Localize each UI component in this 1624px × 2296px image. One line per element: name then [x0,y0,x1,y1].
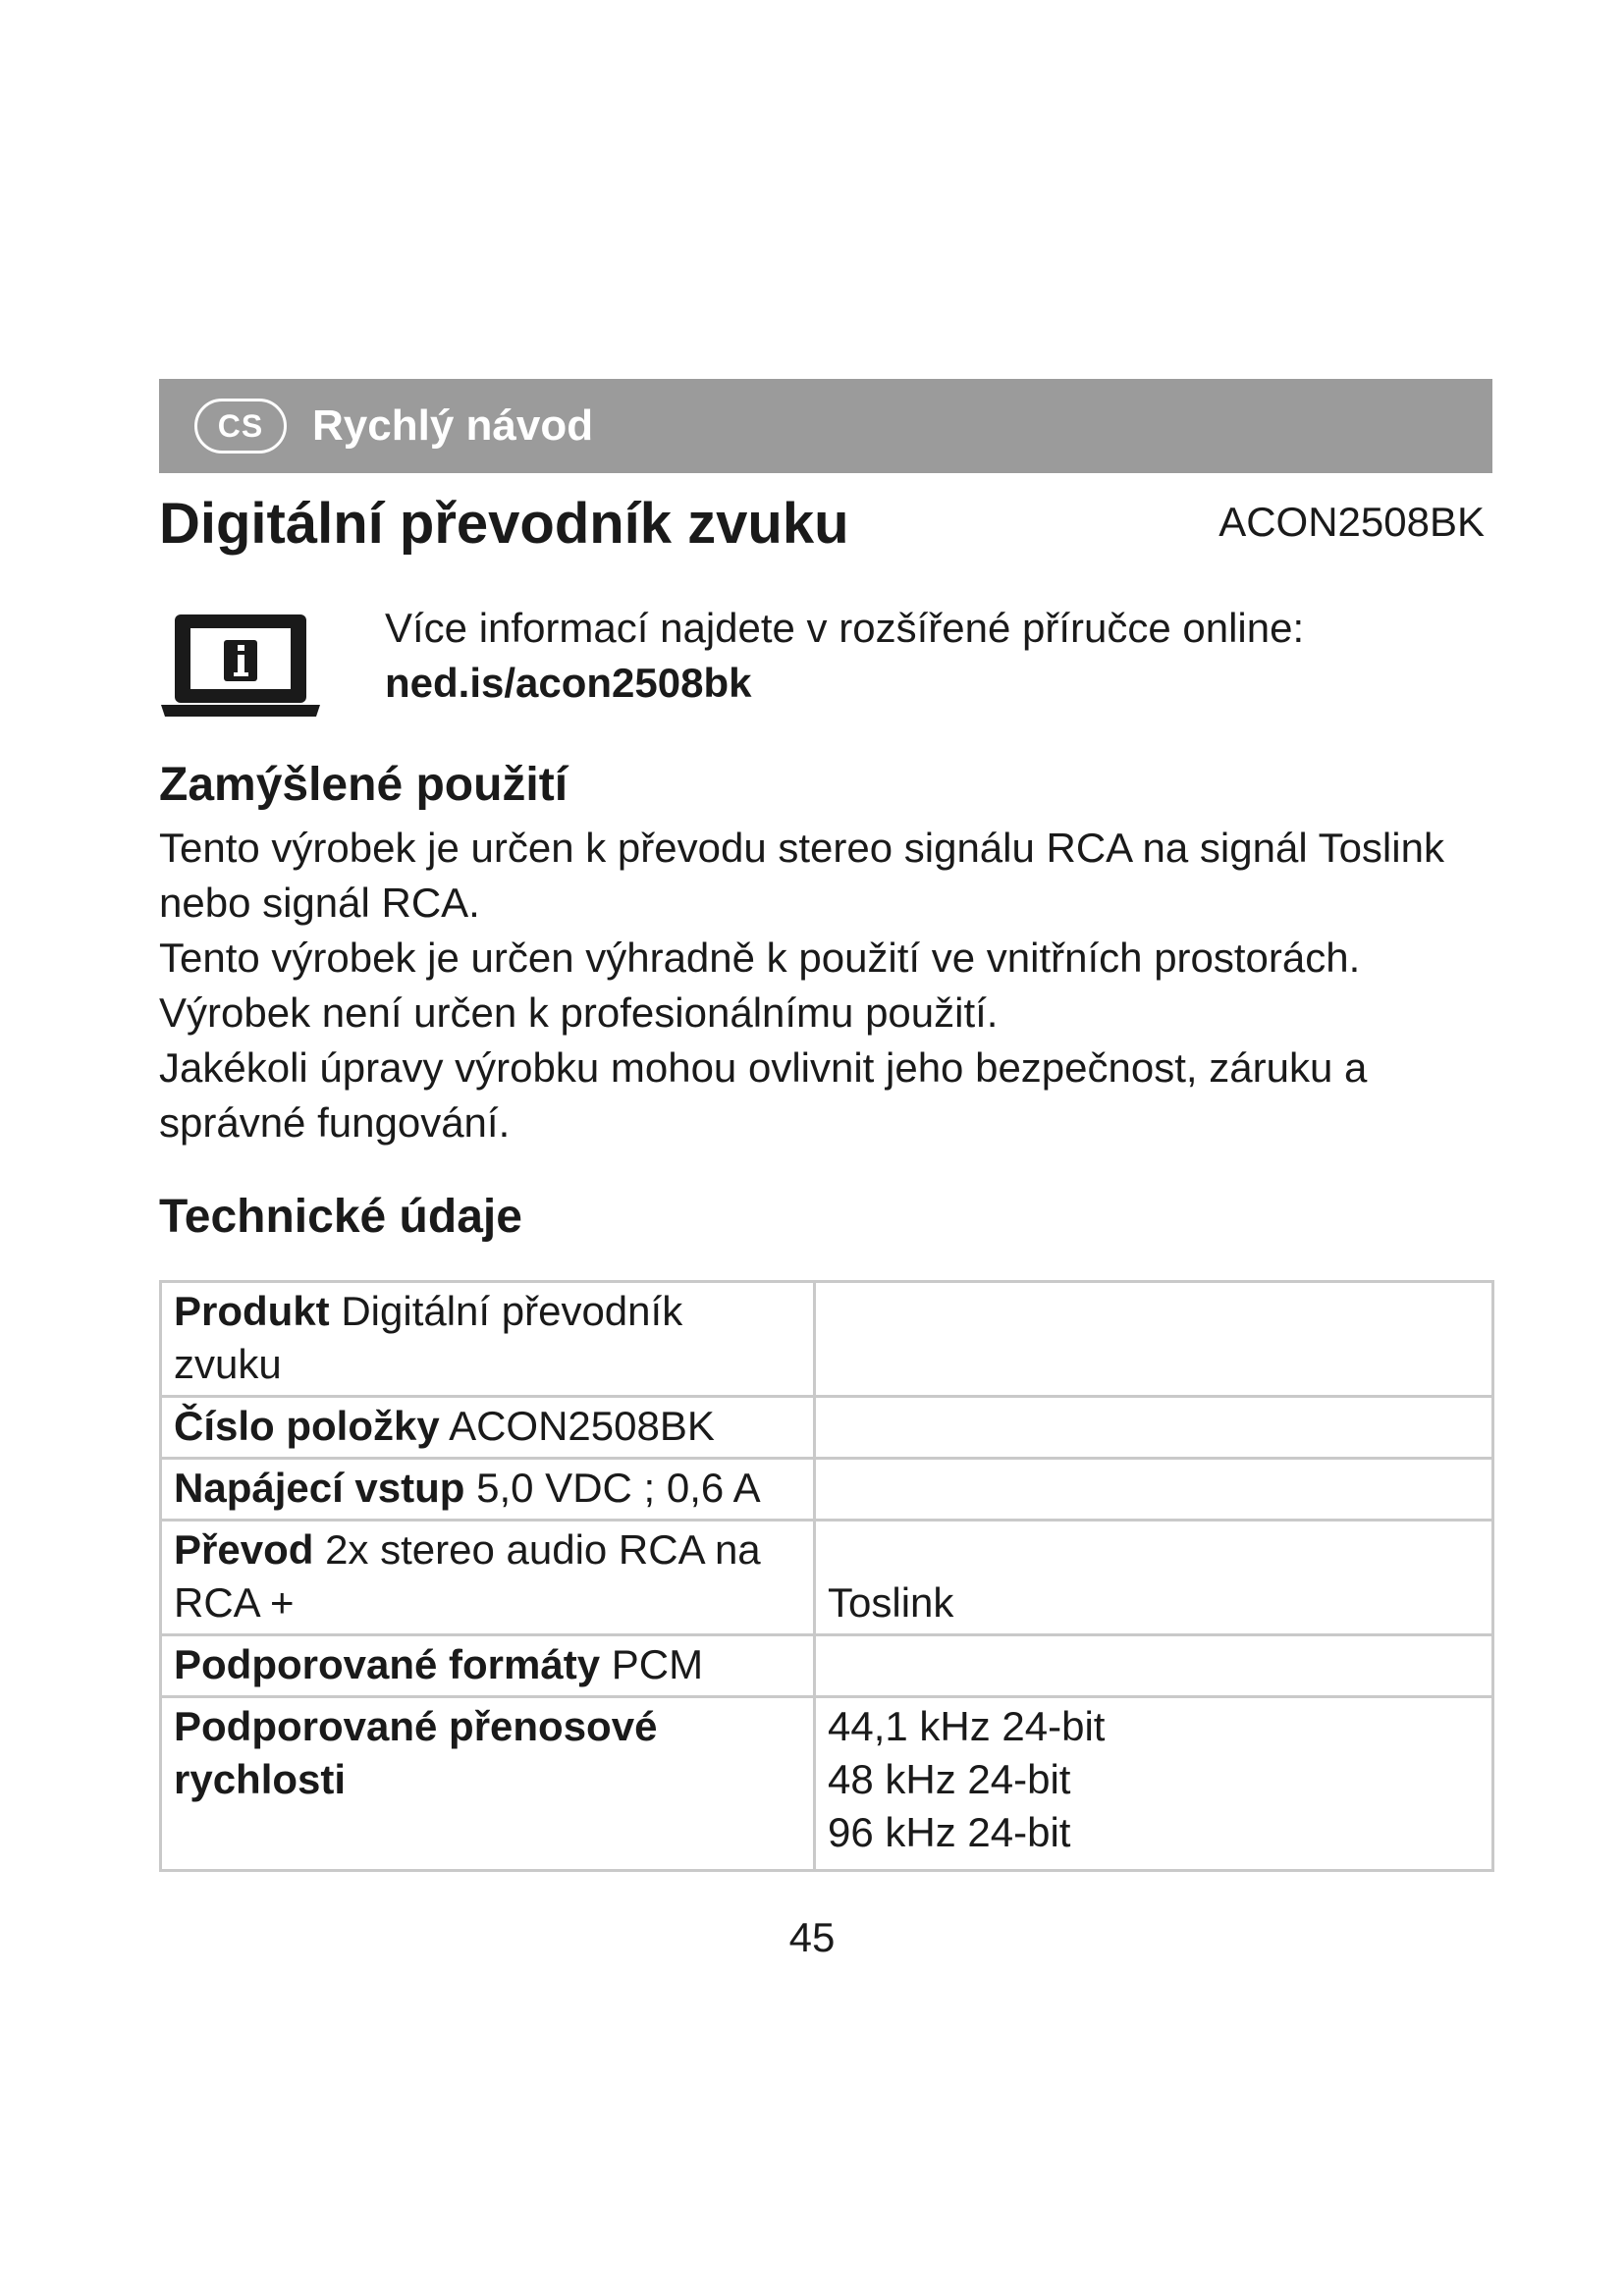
sample-rate: 48 kHz 24-bit [828,1756,1071,1802]
sample-rate: 96 kHz 24-bit [828,1809,1071,1855]
model-code: ACON2508BK [1218,499,1485,545]
page-number: 45 [788,1914,836,1960]
specs-table [159,1280,1494,1872]
spec-cell [161,1697,815,1871]
banner-title: Rychlý návod [312,401,594,450]
specs-heading: Technické údaje [159,1191,522,1243]
spec-value: ACON2508BK [449,1403,715,1449]
spec-cell [161,1635,815,1697]
spec-label: Podporované přenosové rychlosti [174,1703,658,1802]
table-row [161,1635,1493,1697]
table-row [161,1397,1493,1459]
manual-url[interactable]: ned.is/acon2508bk [385,660,752,706]
spec-label: Produkt [174,1288,330,1334]
spec-cell [161,1282,815,1397]
usage-heading: Zamýšlené použití [159,759,568,811]
usage-paragraph: Výrobek není určen k profesionálnímu použití. [159,989,999,1036]
table-row [161,1697,1493,1871]
table-row [161,1282,1493,1397]
language-badge: CS [194,399,287,454]
spec-cell [161,1397,815,1459]
section-banner [159,379,1492,473]
laptop-info-icon [159,611,322,724]
spec-value-cell [815,1459,1493,1521]
spec-value-cell [815,1697,1493,1871]
usage-body [159,821,1494,1150]
spec-label: Napájecí vstup [174,1465,465,1511]
spec-label: Číslo položky [174,1403,440,1449]
spec-value: Digitální převodník zvuku [174,1288,683,1387]
table-row [161,1459,1493,1521]
spec-value-cell: Toslink [815,1521,1493,1635]
sample-rate: 44,1 kHz 24-bit [828,1703,1106,1749]
usage-paragraph: Jakékoli úpravy výrobku mohou ovlivnit jeho bezpečnost, záruku a správné fungování. [159,1044,1368,1146]
spec-value-cell [815,1635,1493,1697]
spec-value-cell [815,1282,1493,1397]
spec-cell [161,1459,815,1521]
spec-label: Převod [174,1526,314,1573]
document-title: Digitální převodník zvuku [159,492,849,556]
spec-value: 2x stereo audio RCA na RCA + [174,1526,761,1626]
usage-paragraph: Tento výrobek je určen výhradně k použití ve vnitřních prostorách. [159,934,1361,981]
usage-paragraph: Tento výrobek je určen k převodu stereo signálu RCA na signál Toslink nebo signál RCA. [159,825,1444,926]
spec-value-cell [815,1397,1493,1459]
spec-value: 5,0 VDC ; 0,6 A [476,1465,761,1511]
spec-label: Podporované formáty [174,1641,601,1687]
spec-cell [161,1521,815,1635]
info-text-block [385,601,1304,711]
table-row [161,1521,1493,1635]
spec-value: PCM [611,1641,704,1687]
info-text: Více informací najdete v rozšířené příručce online: [385,605,1305,651]
